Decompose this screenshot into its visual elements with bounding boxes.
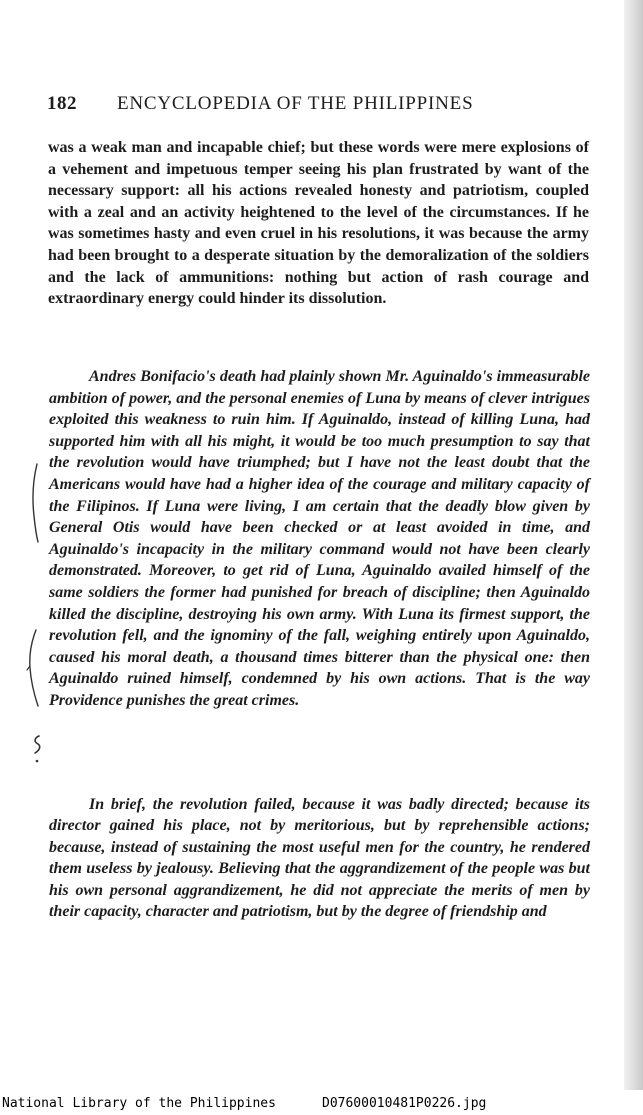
scan-footer [0, 1090, 643, 1115]
margin-squiggle-mark [30, 734, 44, 756]
footer-library-name: National Library of the Philippines [2, 1096, 276, 1111]
footer-filename: D07600010481P0226.jpg [322, 1096, 487, 1111]
body-paragraph-1: was a weak man and incapable chief; but these words were mere explosions of a vehement and impetuous temper seeing his plan frustrated by want of the necessary support: all his actions revealed honesty and patriotism, coupled with a zeal and an activity heightened to the level of the circumstances. If he was sometimes hasty and even cruel in his resolutions, it was because the army had been brought to a desperate situation by the demoralization of the soldiers and the lack of ammunitions: nothing but action of rash courage and extraordinary energy could hinder its dissolution. [48, 139, 589, 308]
margin-bracket-mark-upper [28, 462, 42, 544]
margin-bracket-mark-lower [24, 628, 42, 708]
body-paragraph-3: In brief, the revolution failed, because it was badly directed; because its director gained his place, not by meritorious, but by reprehensible actions; because, instead of sustaining the most useful men for the country, he rendered them useless by jealousy. Believing that the aggrandizement of the people was but his own personal aggrandizement, he did not appreciate the merits of men by their capacity, character and patriotism, but by the degree of friendship and [49, 796, 590, 921]
body-paragraph-2: Andres Bonifacio's death had plainly shown Mr. Aguinaldo's immeasurable ambition of power, and the personal enemies of Luna by means of clever intrigues exploited this weakness to ruin him. If Aguinaldo, instead of killing Luna, had supported him with all his might, it would be too much presumption to say that the revolution would have triumphed; but I have not the least doubt that the Americans would have had a higher idea of the courage and military capacity of the Filipinos. If Luna were living, I am certain that the deadly blow given by General Otis would have been checked or at least avoided in time, and Aguinaldo's incapacity in the military command would not have been clearly demonstrated. Moreover, to get rid of Luna, Aguinaldo availed himself of the same soldiers the former had punished for breach of discipline; then Aguinaldo killed the discipline, destroying his own army. With Luna its firmest support, the revolution fell, and the ignominy of the fall, weighing entirely upon Aguinaldo, caused his moral death, a thousand times bitterer than the physical one: then Aguinaldo ruined himself, condemned by his own actions. That is the way Providence punishes the great crimes. [49, 368, 590, 709]
scan-page-edge [624, 0, 643, 1090]
page-header [47, 93, 567, 119]
margin-dot-mark [34, 758, 40, 764]
page-number: 182 [47, 93, 77, 114]
running-head: ENCYCLOPEDIA OF THE PHILIPPINES [117, 93, 474, 114]
